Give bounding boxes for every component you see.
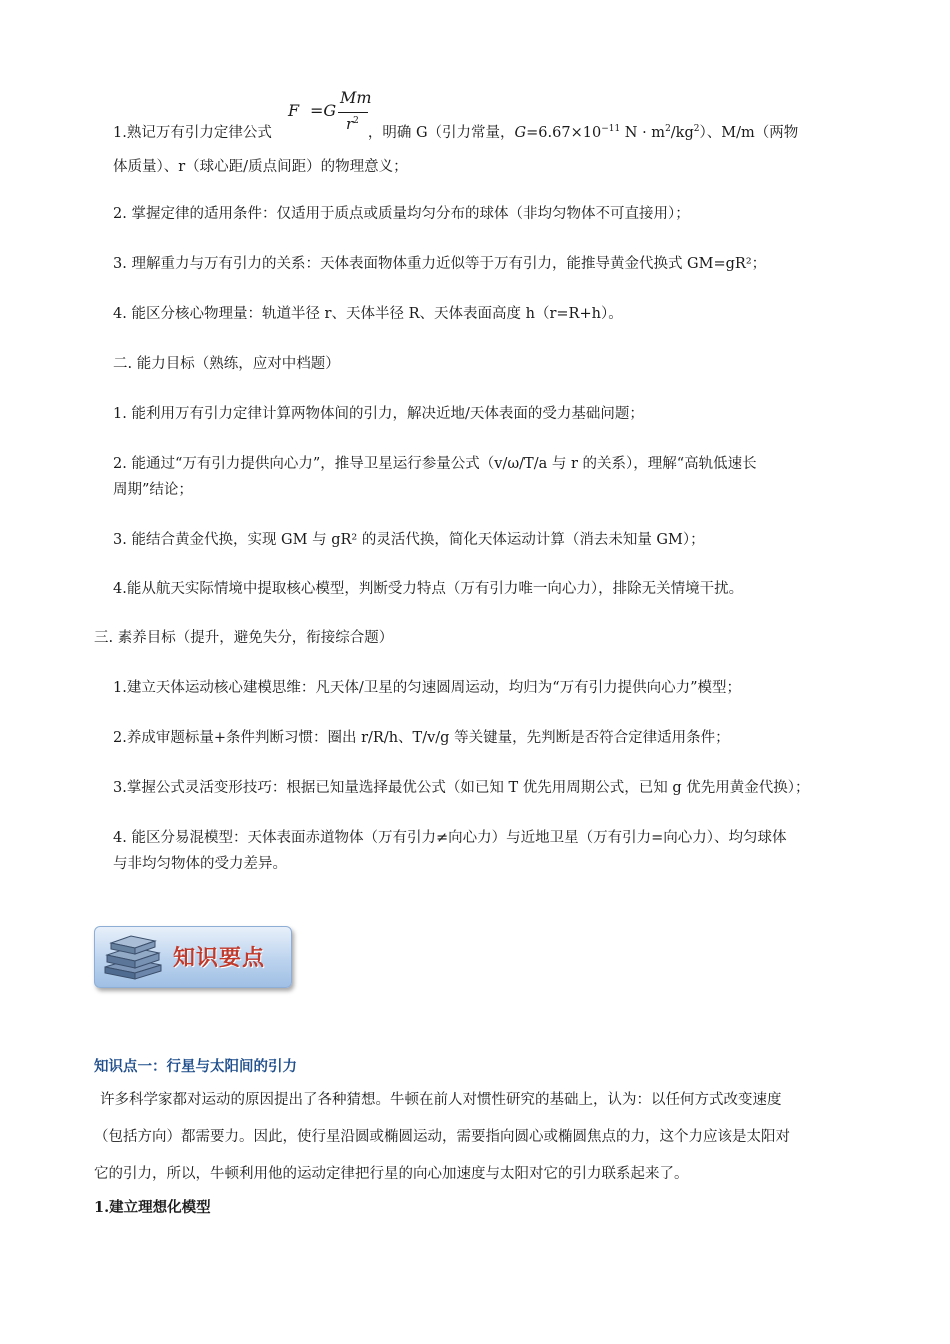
ability-goal-2: 2. 能通过“万有引力提供向心力”，推导卫星运行参量公式（v/ω/T/a 与 r 的关系），理解“高轨低速长 — [113, 456, 757, 472]
paragraph-line-1: 许多科学家都对运动的原因提出了各种猜想。牛顿在前人对惯性研究的基础上，认为：以任何方式改变速度 — [100, 1092, 782, 1108]
knowledge-goal-4: 4. 能区分核心物理量：轨道半径 r、天体半径 R、天体表面高度 h（r=R+h）。 — [113, 306, 623, 322]
formula-f: F — [288, 101, 300, 120]
knowledge-points-banner — [94, 926, 292, 988]
paragraph-line-3: 它的引力，所以，牛顿利用他的运动定律把行星的向心加速度与太阳对它的引力联系起来了。 — [94, 1166, 689, 1182]
knowledge-goal-3: 3. 理解重力与万有引力的关系：天体表面物体重力近似等于万有引力，能推导黄金代换式 GM=gR²； — [113, 256, 767, 272]
ability-goal-4: 4.能从航天实际情境中提取核心模型，判断受力特点（万有引力唯一向心力），排除无关情境干扰。 — [113, 581, 744, 597]
section-heading-ability: 二. 能力目标（熟练，应对中档题） — [113, 356, 340, 372]
literacy-goal-4: 4. 能区分易混模型：天体表面赤道物体（万有引力≠向心力）与近地卫星（万有引力=向心力）、均匀球体 — [113, 830, 787, 846]
literacy-goal-3: 3.掌握公式灵活变形技巧：根据已知量选择最优公式（如已知 T 优先用周期公式，已知 g 优先用黄金代换）； — [113, 780, 810, 796]
knowledge-point-1-title: 知识点一：行星与太阳间的引力 — [94, 1059, 297, 1075]
ability-goal-2-line2: 周期”结论； — [113, 482, 193, 498]
subsection-title: 1.建立理想化模型 — [94, 1199, 211, 1216]
section-heading-literacy: 三. 素养目标（提升，避免失分，衔接综合题） — [94, 630, 394, 646]
ability-goal-1: 1. 能利用万有引力定律计算两物体间的引力，解决近地/天体表面的受力基础问题； — [113, 406, 644, 422]
books-icon — [101, 933, 165, 981]
formula-numerator: Mm — [340, 88, 372, 107]
knowledge-goal-2: 2. 掌握定律的适用条件：仅适用于质点或质量均匀分布的球体（非均匀物体不可直接用）； — [113, 206, 690, 222]
knowledge-goal-1-line2: 体质量）、r（球心距/质点间距）的物理意义； — [113, 159, 408, 175]
literacy-goal-1: 1.建立天体运动核心建模思维：凡天体/卫星的匀速圆周运动，均归为“万有引力提供向心力”模型； — [113, 680, 742, 696]
banner-title: 知识要点 — [173, 946, 266, 971]
knowledge-goal-1: 1.熟记万有引力定律公式 ，明确 G（引力常量，$G=6.67\times 10^{-11}$ $N \cdot m^2/kg^2$）、M/m（两物 — [113, 124, 799, 141]
formula-denominator: $r^2$ — [346, 115, 359, 133]
ability-goal-3: 3. 能结合黄金代换，实现 GM 与 gR² 的灵活代换，简化天体运动计算（消去未知量 GM）； — [113, 532, 705, 548]
literacy-goal-4-line2: 与非均匀物体的受力差异。 — [113, 856, 287, 872]
literacy-goal-2: 2.养成审题标量+条件判断习惯：圈出 r/R/h、T/v/g 等关键量，先判断是否符合定律适用条件； — [113, 730, 730, 746]
paragraph-line-2: （包括方向）都需要力。因此，使行星沿圆或椭圆运动，需要指向圆心或椭圆焦点的力，这个力应该是太阳对 — [94, 1129, 790, 1145]
formula-eq-g: =G — [310, 101, 337, 120]
fraction-bar — [338, 112, 368, 113]
